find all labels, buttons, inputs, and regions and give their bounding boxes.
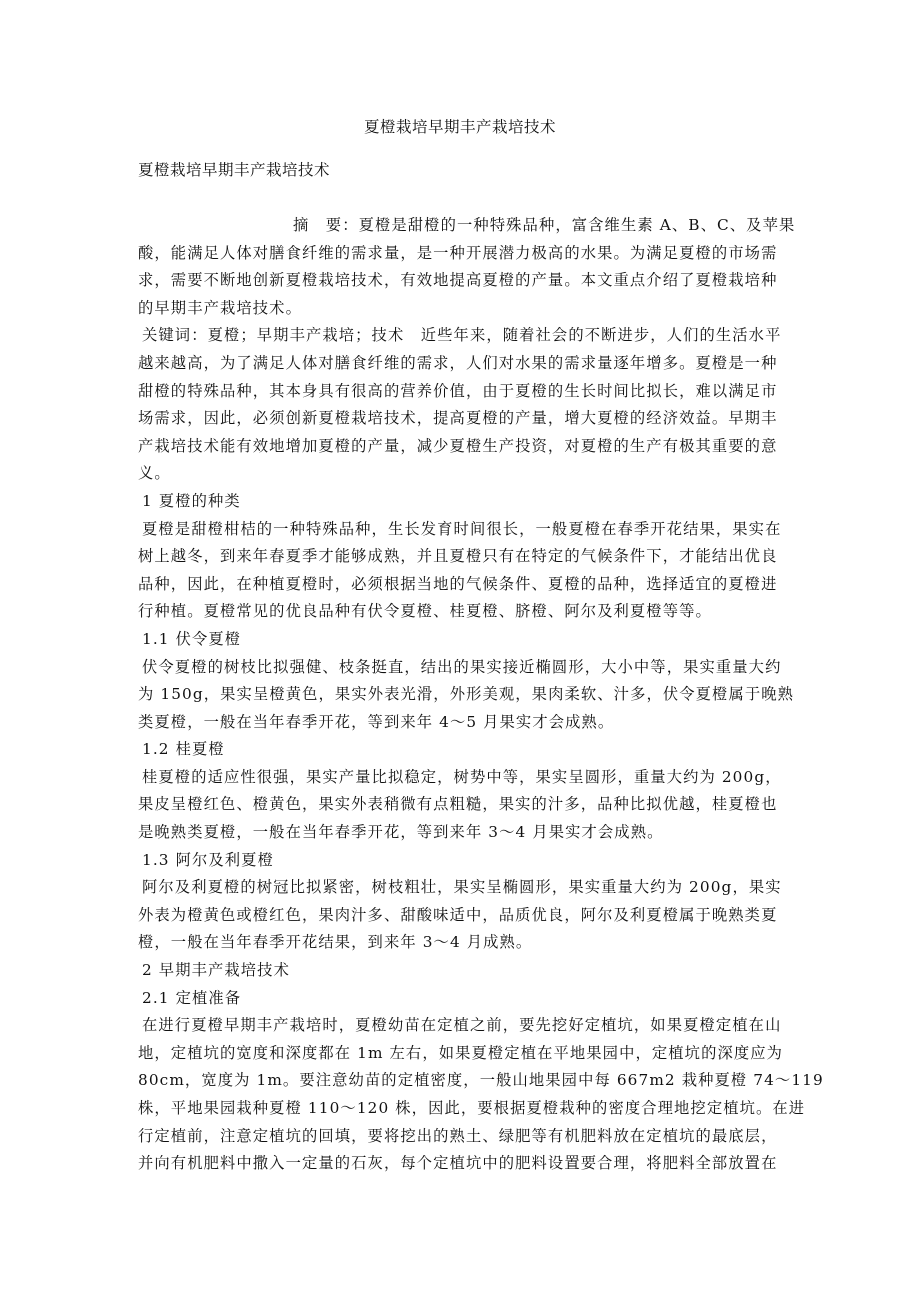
paragraph-line: 伏令夏橙的树枝比拟强健、枝条挺直，结出的果实接近椭圆形，大小中等，果实重量大约 [142,657,782,676]
paragraph-line: 甜橙的特殊品种，其本身具有很高的营养价值，由于夏橙的生长时间比拟长，难以满足市 [138,381,778,400]
paragraph-line: 行种植。夏橙常见的优良品种有伏令夏橙、桂夏橙、脐橙、阿尔及利夏橙等等。 [138,602,712,621]
section-heading-2: 2 早期丰产栽培技术 [142,961,290,980]
abstract-line: 酸，能满足人体对膳食纤维的需求量，是一种开展潜力极高的水果。为满足夏橙的市场需 [138,243,778,262]
abstract-line: 摘 要：夏橙是甜橙的一种特殊品种，富含维生素 A、B、C、及苹果 [293,216,796,234]
paragraph-line: 阿尔及利夏橙的树冠比拟紧密，树枝粗壮，果实呈椭圆形，果实重量大约为 200g，果实 [142,878,782,897]
paragraph-line: 地，定植坑的宽度和深度都在 1m 左右，如果夏橙定植在平地果园中，定植坑的深度应为 [138,1043,784,1062]
paragraph-line: 场需求，因此，必须创新夏橙栽培技术，提高夏橙的产量，增大夏橙的经济效益。早期丰 [138,409,778,428]
paragraph-line: 在进行夏橙早期丰产栽培时，夏橙幼苗在定植之前，要先挖好定植坑，如果夏橙定植在山 [142,1016,782,1035]
paragraph-line: 行定植前，注意定植坑的回填，要将挖出的熟土、绿肥等有机肥料放在定植坑的最底层， [138,1126,778,1145]
abstract-line: 求，需要不断地创新夏橙栽培技术，有效地提高夏橙的产量。本文重点介绍了夏橙栽培种 [138,271,778,290]
document-title: 夏橙栽培早期丰产栽培技术 [363,118,556,136]
document-body [138,212,824,1178]
paragraph-line: 为 150g，果实呈橙黄色，果实外表光滑，外形美观，果肉柔软、汁多，伏令夏橙属于晚熟 [138,685,795,704]
paragraph-line: 产栽培技术能有效地增加夏橙的产量，减少夏橙生产投资，对夏橙的生产有极其重要的意 [138,436,778,455]
section-heading-2-1: 2.1 定植准备 [142,988,242,1007]
paragraph-line: 并向有机肥料中撒入一定量的石灰，每个定植坑中的肥料设置要合理，将肥料全部放置在 [138,1154,778,1173]
paragraph-line: 越来越高，为了满足人体对膳食纤维的需求，人们对水果的需求量逐年增多。夏橙是一种 [138,353,778,372]
keywords-line: 关键词：夏橙；早期丰产栽培；技术 近些年来，随着社会的不断进步，人们的生活水平 [142,326,782,345]
paragraph-line: 树上越冬，到来年春夏季才能够成熟，并且夏橙只有在特定的气候条件下，才能结出优良 [138,547,778,566]
paragraph-line: 义。 [138,464,171,483]
paragraph-line: 品种，因此，在种植夏橙时，必须根据当地的气候条件、夏橙的品种，选择适宜的夏橙进 [138,574,778,593]
paragraph-line: 株，平地果园栽种夏橙 110～120 株，因此，要根据夏橙栽种的密度合理地挖定植坑。在进 [138,1099,806,1117]
paragraph-line: 是晚熟类夏橙，一般在当年春季开花，等到来年 3～4 月果实才会成熟。 [138,823,664,842]
paragraph-line: 夏橙是甜橙柑桔的一种特殊品种，生长发育时间很长，一般夏橙在春季开花结果，果实在 [142,519,782,538]
abstract-line: 的早期丰产栽培技术。 [138,298,302,317]
section-heading-1-2: 1.2 桂夏橙 [142,740,225,759]
paragraph-line: 橙，一般在当年春季开花结果，到来年 3～4 月成熟。 [138,933,533,952]
section-heading-1: 1 夏橙的种类 [142,491,241,510]
document-subtitle: 夏橙栽培早期丰产栽培技术 [138,161,331,179]
section-heading-1-3: 1.3 阿尔及利夏橙 [142,850,274,869]
paragraph-line: 桂夏橙的适应性很强，果实产量比拟稳定，树势中等，果实呈圆形，重量大约为 200g， [142,767,782,786]
paragraph-line: 类夏橙，一般在当年春季开花，等到来年 4～5 月果实才会成熟。 [138,712,615,731]
paragraph-line: 外表为橙黄色或橙红色，果肉汁多、甜酸味适中，品质优良，阿尔及利夏橙属于晚熟类夏 [138,905,778,924]
paragraph-line: 果皮呈橙红色、橙黄色，果实外表稍微有点粗糙，果实的汁多，品种比拟优越，桂夏橙也 [138,795,778,814]
paragraph-line: 80cm，宽度为 1m。要注意幼苗的定植密度，一般山地果园中每 667m2 栽种夏橙 74～119 [138,1071,824,1090]
section-heading-1-1: 1.1 伏令夏橙 [142,629,242,648]
